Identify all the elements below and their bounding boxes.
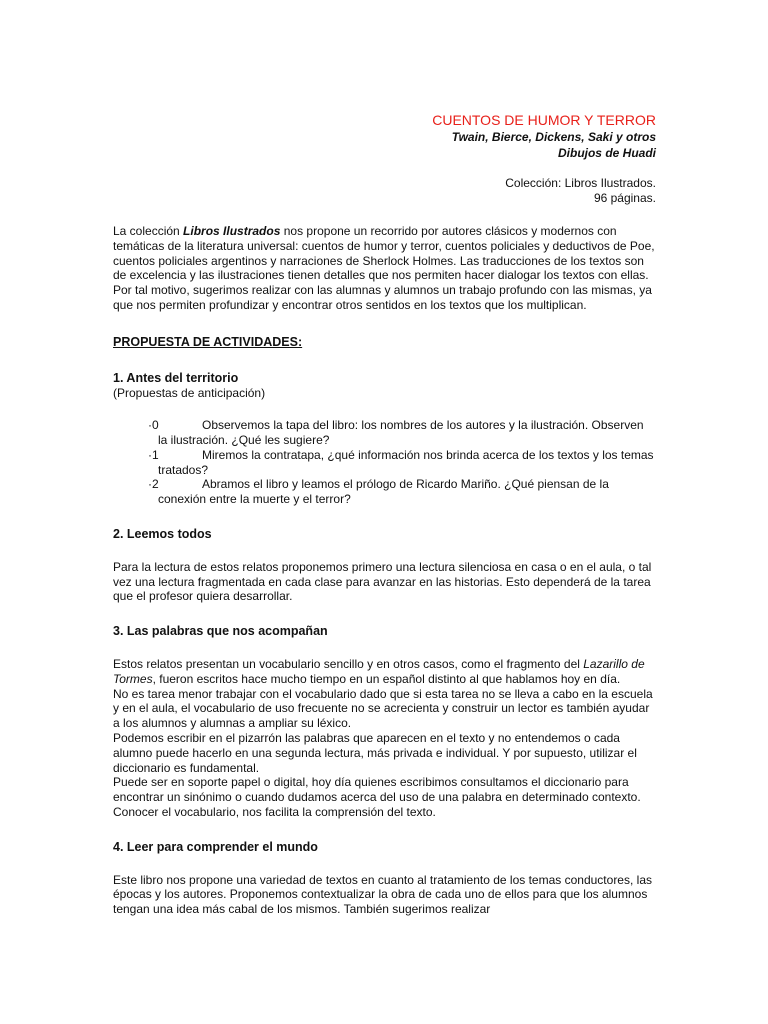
list-item-text: Observemos la tapa del libro: los nombres de los autores y la ilustración. Observen la ilustración. ¿Qué les sugiere? [158,418,644,447]
section-1-subtitle: (Propuestas de anticipación) [113,386,266,401]
section-3-body [113,657,656,820]
list-item [113,418,656,448]
section-3-paragraph-2: No es tarea menor trabajar con el vocabulario dado que si esta tarea no se lleva a cabo en la escuela y en el aula, el vocabulario de uso frecuente no se acrecienta y construir un lector es también ayudar a los alumnos y alumnas a ampliar su léxico. [113,686,653,731]
list-item-number: ·0 [148,418,159,433]
document-page [113,106,656,917]
list-item-number: ·2 [148,477,159,492]
list-item-text: Abramos el libro y leamos el prólogo de Ricardo Mariño. ¿Qué piensan de la conexión entre la muerte y el terror? [158,477,609,507]
section-2-heading: 2. Leemos todos [113,526,212,541]
section-3-p1-tail: , fueron escritos hace mucho tiempo en un español distinto al que hablamos hoy en día. [152,671,621,686]
section-3-book-name: Lazarillo de Tormes [113,656,645,686]
intro-body: nos propone un recorrido por autores clásicos y modernos con temáticas de la literatura universal: cuentos de humor y terror, cuentos policiales y deductivos de Poe, cuentos policiales argentinos y narraciones de Sherlock Holmes. Las traducciones de los textos son de excelencia y las ilustraciones tienen detalles que nos permiten hacer dialogar los textos con ellas. Por tal motivo, sugerimos realizar con las alumnas y alumnos un trabajo profundo con las mismas, ya que nos permiten profundizar y encontrar otros sentidos en los textos que los multiplican. [113,224,655,312]
page-count: 96 páginas. [593,191,656,205]
section-3-paragraph-1 [113,657,656,687]
section-3-p1-lead: Estos relatos presentan un vocabulario sencillo y en otros casos, como el fragmento del [113,656,584,671]
activities-heading: PROPUESTA DE ACTIVIDADES: [113,334,303,349]
section-3-heading: 3. Las palabras que nos acompañan [113,624,328,639]
intro-lead: La colección [113,224,184,238]
intro-collection-name: Libros Ilustrados [183,224,281,238]
book-authors: Twain, Bierce, Dickens, Saki y otros [451,130,656,144]
book-collection [113,176,656,206]
list-item [113,477,656,507]
list-item [113,448,656,478]
book-title: CUENTOS DE HUMOR Y TERROR [432,112,656,128]
list-item-text: Miremos la contratapa, ¿qué información nos brinda acerca de los textos y los temas tratados? [158,447,654,477]
anticipation-list [113,418,656,507]
section-4-heading: 4. Leer para comprender el mundo [113,839,318,854]
section-3-paragraph-4: Puede ser en soporte papel o digital, hoy día quienes escribimos consultamos el diccionario para encontrar un sinónimo o cuando dudamos acerca del uso de una palabra en determinado contexto. Conocer el vocabulario, nos facilita la comprensión del texto. [113,775,641,819]
intro-paragraph [113,224,656,313]
section-1-heading: 1. Antes del territorio [113,370,239,385]
section-3-paragraph-3: Podemos escribir en el pizarrón las palabras que aparecen en el texto y no entendemos o cada alumno puede hacerlo en una segunda lectura, más privada e individual. Y por supuesto, utilizar el diccionario es fundamental. [113,730,637,775]
book-illustrator: Dibujos de Huadi [557,146,656,160]
section-2-body: Para la lectura de estos relatos proponemos primero una lectura silenciosa en casa o en el aula, o tal vez una lectura fragmentada en cada clase para avanzar en las historias. Esto dependerá de la tarea que el profesor quiera desarrollar. [113,559,652,604]
list-item-number: ·1 [148,447,159,462]
document-header [113,106,656,206]
collection-name: Colección: Libros Ilustrados. [505,176,656,190]
section-4-body: Este libro nos propone una variedad de textos en cuanto al tratamiento de los temas conductores, las épocas y los autores. Proponemos contextualizar la obra de cada uno de ellos para que los alumnos tengan una idea más cabal de los mismos. También sugerimos realizar [113,872,652,917]
